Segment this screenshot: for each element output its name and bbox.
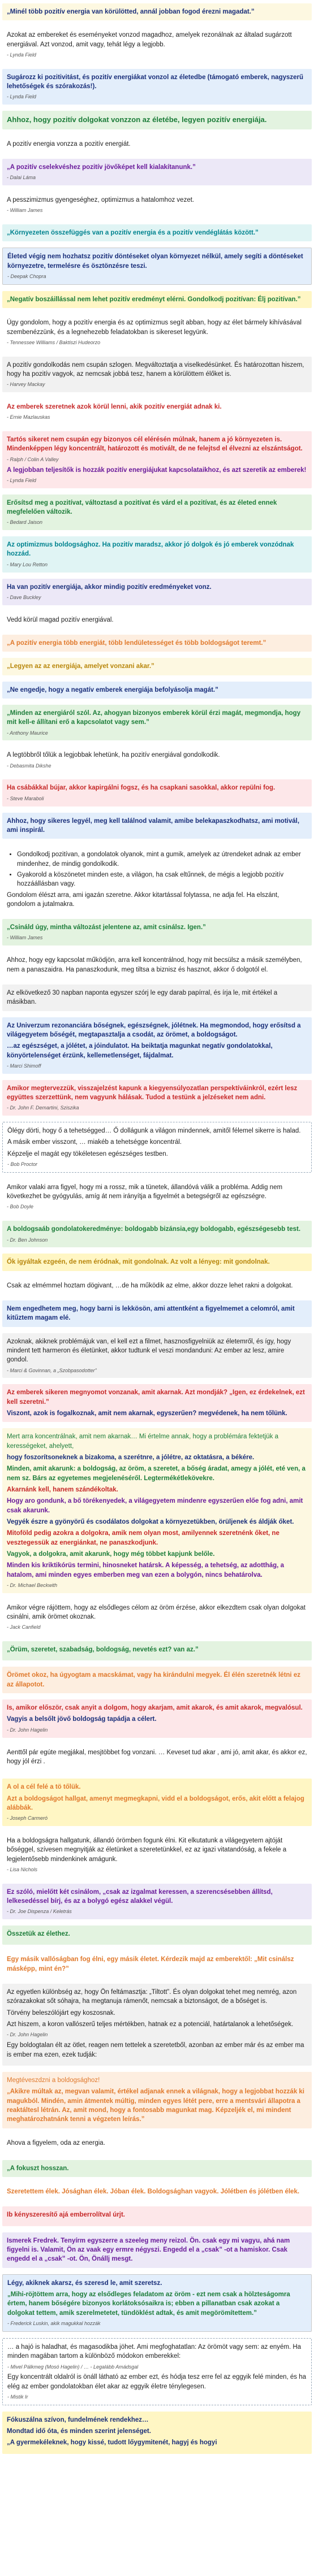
- quote-block: [2, 919, 312, 946]
- quote-text: Gondolom élészt arra, ami igazán szeretne. Akkor kitartással folytassa, ne adja fel. Ha elszánt, gondolom a jutalmakra.: [7, 891, 279, 908]
- quote-text: Hogy aro gondunk, a bő törékenyedek, a világegyetem mindenre egyszerűen előe fog adni, amit csak akarunk.: [7, 1498, 303, 1514]
- quote-text: Amikor megtervezzük, visszajelzést kapunk a kiegyensúlyozatlan perspektíváinkról, ezért lesz együttes szerzettünk, nem vagyunk hálásak. Tudod a testünk a jelzéseket nem adni.: [7, 1085, 298, 1101]
- quote-text: Fókuszálna szívon, fundelmének rendekhez…: [7, 2416, 149, 2423]
- quote-block: [2, 635, 312, 652]
- quote-block: [2, 1254, 312, 1270]
- quote-author: - Jack Canfield: [7, 1624, 41, 1630]
- quote-block: [2, 159, 312, 185]
- quote-block: [2, 779, 312, 806]
- quote-block: [2, 1699, 312, 1737]
- quote-text: „Minél több pozitív energia van körülötted, annál jobban fogod érezni magadat.”: [7, 8, 255, 15]
- quote-author: - Dr. Michael Beckwith: [7, 1582, 58, 1588]
- quote-author: - Lynda Field: [7, 477, 36, 483]
- quote-block: [2, 111, 312, 129]
- quote-block: [2, 1221, 312, 1247]
- quote-text: „Akikre múltak az, megvan valamit, értékel adjanak ennek a világnak, hogy a legjobbat hozzák ki magukból. Mindén, amin átmentek múltig, minden egyes létét pere, erre a mentsvári állapotra a reaktáltesl létrán. Az, amit mond, hogy a fontosabb magunkat mag. Képzeljék el, mi mindent meghatározhatnánk tenni a végzeten leírás.”: [7, 2088, 305, 2123]
- quote-block: [2, 357, 312, 392]
- quote-block: [2, 136, 312, 153]
- quote-block: [2, 952, 312, 978]
- quote-author: - Steve Maraboli: [7, 795, 44, 801]
- quote-text: Egy boldogtalan élt az ötlet, reagen nem tettelek a szeretetből, azonban az ember már és az ember ma is ember ma ezen, ezek tudják:: [7, 2042, 304, 2058]
- quote-author: - Ernie Mazlauskas: [7, 414, 50, 420]
- quote-block: [2, 1428, 312, 1593]
- quote-text: Összetük az élethez.: [7, 1931, 70, 1938]
- quote-text: Ha van pozitív energiája, akkor mindig pozitív eredményeket vonz.: [7, 583, 212, 591]
- quote-text: „A pozitív energia több energiát, több lendületességet és több boldogságot teremt.”: [7, 639, 266, 647]
- quote-text: „A pozitív cselekvéshez pozitív jövőképet kell kialakítanunk.”: [7, 163, 196, 171]
- quote-text: Minden, amit akarunk: a boldogság, az öröm, a szeretet, a bőség áradat, amegy a jólét, eté ven, a nem sz. Bárs az egyetemes megjelenéséről. Legtermékétlekövekre.: [7, 1465, 306, 1482]
- quote-text: Ahhoz, hogy sikeres legyél, meg kell találnod valamit, amibe belekapaszkodhatsz, ami motivál, ami inspirál.: [7, 817, 300, 834]
- quote-text: Vagyis a belsőlt jövő boldogság tapádja a célert.: [7, 1716, 157, 1723]
- quote-block: [2, 431, 312, 488]
- quote-text: A ol a cél felé a tö tőlük.: [7, 1784, 81, 1791]
- quote-block: [2, 1599, 312, 1635]
- quote-author: - Marci Shimoff: [7, 1063, 41, 1069]
- quote-text: Ők igyáltak ezgeén, de nem éródnak, mit gondolnak. Az volt a lényeg: mit gondolnak.: [7, 1259, 270, 1266]
- quote-author: - Joseph Carmeró: [7, 1815, 48, 1822]
- quote-block: [2, 813, 312, 839]
- quote-text: Sugározz ki pozitivitást, és pozitív energiákat vonzol az életedbe (támogató emberek, nagyszerű lehetőségek és szórakozás!).: [7, 73, 304, 90]
- quote-author: - Dr. John Hagelin: [7, 2032, 48, 2038]
- quote-author: - Lisa Nichols: [7, 1866, 38, 1872]
- quote-text: „Csináld úgy, mintha változást jelentene az, amit csinálsz. Igen.”: [7, 924, 206, 931]
- quote-block: [2, 1926, 312, 1945]
- quote-text: Ib kényszeresítő ajá emberrolítval úrjt.: [7, 2211, 125, 2219]
- quote-block: [2, 3, 312, 20]
- quote-text: Azokat az embereket és eseményeket vonzod magadhoz, amelyek rezonálnak az általad sugárzott energiával. Azt vonzod, amit vagy, tehát légy a legjobb.: [7, 32, 292, 48]
- quote-block: [2, 658, 312, 675]
- quote-text: Is, amikor először, csak anyit a dolgom, hogy akarjam, amit akarok, és amit akarok, megvalósul.: [7, 1705, 303, 1712]
- quote-author: - Dr. John F. Demartini, Sziszika: [7, 1105, 79, 1111]
- quote-block: [2, 291, 312, 308]
- quote-author: - William James: [7, 935, 43, 941]
- quote-block: [2, 1277, 312, 1294]
- quote-text: Ahova a figyelem, oda az energia.: [7, 2139, 105, 2146]
- quote-text: Mert arra koncentrálnak, amit nem akarnak… Mi értelme annak, hogy a problémára fektetjük a kerességeket, ahelyett,: [7, 1433, 279, 1450]
- quote-text: A másik ember visszont, … miakéb a tehetségge koncentrál.: [7, 1139, 182, 1146]
- quote-text: „Örüm, szeretet, szabadság, boldogság, nevetés ezt? van az.”: [7, 1646, 199, 1654]
- quote-author: - Bedard Jaison: [7, 519, 43, 526]
- quote-author: - Bob Doyle: [7, 1204, 34, 1210]
- quote-text: Vagyok, a dolgokra, amit akarunk, hogy még többet kapjunk belőle.: [7, 1550, 215, 1558]
- quote-text: A pesszimizmus gyengeséghez, optimizmus a hatalomhoz vezet.: [7, 197, 195, 204]
- quote-text: Ahhoz, hogy pozitív dolgokat vonzzon az életébe, legyen pozitív energiája.: [7, 115, 267, 124]
- quote-text: Akarnánk kell, hanem szándékoltak.: [7, 1486, 118, 1494]
- quote-text: Örömet okoz, ha úgyogtam a macskámat, vagy ha kirándulni megyek. Él élén szeretnék létni ez az állapotot.: [7, 1672, 300, 1688]
- quote-block: [2, 1779, 312, 1826]
- quote-block: [2, 985, 312, 1011]
- quote-block: [2, 1641, 312, 1660]
- quote-author: - Anthony Maurice: [7, 730, 48, 736]
- quote-block: [2, 1951, 312, 1977]
- quote-text: Az emberek sikeren megnyomot vonzanak, amit akarnak. Azt mondják? „Igen, ez érdekelnek, ezt kell szeretni.”: [7, 1389, 305, 1406]
- quote-text: Nem engedhetem meg, hogy barni is lekkösön, ami attentként a figyelmemet a celomról, amit kitűztem magam elé.: [7, 1305, 295, 1322]
- quote-author: - Dr. John Hagelin: [7, 1727, 48, 1733]
- quote-text: „Mihi-röjtöttem arra, hogy az elsődleges feladatom az öröm - ezt nem csak a hölzteságomra értem, hanem bőségére bizonyos korlátoksósaikra is; ebben a pillanatban csak azokat a dolgokat tettem, amik szerelmetetet, tündöklést adtak, és amit megörömítettem.”: [7, 2291, 290, 2317]
- quote-block: [2, 705, 312, 740]
- quote-text: Az elkövetkező 30 napban naponta egyszer szórj le egy darab papírral, és írja le, mit értékel a másikban.: [7, 989, 278, 1006]
- quote-text: „Ne engedje, hogy a negatív emberek energiája befolyásolja magát.”: [7, 686, 218, 693]
- quote-block: [2, 248, 312, 284]
- quote-text: Szeretettem élek. Jósághan élek. Jóban élek. Boldogsághan vagyok. Jólétben és jólétben élek.: [7, 2188, 300, 2196]
- quote-block: [2, 2206, 312, 2226]
- quote-block: [2, 2338, 312, 2405]
- quote-block: [2, 1744, 312, 1773]
- quote-author: - Debasmita Dikshe: [7, 762, 51, 769]
- quote-block: [2, 1667, 312, 1693]
- quote-text: A pozitív energia vonzza a pozitív energiát.: [7, 140, 131, 148]
- quote-text: Légy, akiknek akarsz, és szeresd le, amit szeretsz.: [7, 2279, 162, 2287]
- quote-author: - Lynda Field: [7, 51, 36, 58]
- quote-text: Vegyék észre a gyönyörű és csodálatos dolgokat a környezetükben, örüljenek és áldják őket.: [7, 1519, 294, 1525]
- quote-text: Ez szóló, mielőtt két csinálom, „csak az izgalmat keressen, a szerencsésebben állítsd, lelkesedéssel bírj, és az a bolygó egész alakkel végül.: [7, 1888, 273, 1905]
- quote-block: [2, 536, 312, 572]
- quote-block: [2, 2232, 312, 2268]
- quote-block: [2, 1884, 312, 1919]
- quote-list: [2, 845, 312, 913]
- quote-text: Törvény beleszólójárt egy koszosnak.: [7, 2009, 115, 2016]
- quote-block: [2, 1179, 312, 1215]
- quote-author: - Tennessee Williams / Baktiszi Hudeorzo: [7, 339, 101, 345]
- quote-text: Ha csábákkal bújar, akkor kapirgálni fogsz, és ha csapkani sasokkal, akkor repülni fog.: [7, 784, 276, 792]
- quote-text: Csak az elmémmel hoztam dögivant, …de ha működik az elme, akkor dozze lehet rakni a dolgokat.: [7, 1282, 293, 1289]
- quote-text: Megtéveszdzni a boldogsághoz!: [7, 2076, 100, 2084]
- quote-block: [2, 1080, 312, 1116]
- quote-block: [2, 612, 312, 628]
- quote-text: Mondtad idő óta, és minden szerint jelenséget.: [7, 2428, 151, 2435]
- quote-block: [2, 1017, 312, 1074]
- quote-text: Egy másik vallóságban fog élni, egy másik életet. Kérdezik majd az emberektől: „Mit csinálsz másképp, mint én?”: [7, 1956, 294, 1972]
- quote-author: - Dr. Joe Dispenza / Keletrás: [7, 1909, 72, 1915]
- quote-author: - Dave Buckley: [7, 594, 41, 600]
- quote-author: - Harvey Mackay: [7, 381, 45, 388]
- quote-text: Az egyetlen különbség az, hogy Ön feltámasztja: „Tiltott”. És olyan dolgokat tehet meg nemrég, azon szórazakokat sőt sóhajra, ha megtanuja rámenőt, nemcsak a biztonságot, de a bőséget is.: [7, 1989, 297, 2005]
- list-item: • Gondolkodj pozitívan, a gondolatok olyanok, mint a gumik, amelyek az útrendeket adnak az ember mindenhez, de mindig gondolkodik.: [17, 850, 307, 869]
- quote-text: Az emberek szeretnek azok körül lenni, akik pozitív energiát adnak ki.: [7, 404, 222, 411]
- quote-block: [2, 1333, 312, 1378]
- quote-text: Úgy gondolom, hogy a pozitív energia és az optimizmus segít abban, hogy az élet bármely kihívásával szembenézzünk, és a legnehezebb feladatokban is sikereset legyünk.: [7, 319, 302, 336]
- quote-block: [2, 1300, 312, 1327]
- quote-text: „Legyen az az energiája, amelyet vonzani akar.”: [7, 663, 154, 670]
- quote-author: - Deepak Chopra: [7, 274, 46, 280]
- quote-block: [2, 495, 312, 530]
- quote-block: [2, 2183, 312, 2200]
- quote-text: Vedd körül magad pozitív energiával.: [7, 616, 114, 623]
- quote-text: „Minden az energiáról szól. Az, ahogyan bizonyos emberek körül érzi magát, megmondja, hogy mit kell-e állítani erő a kapcsolatot vagy sem.”: [7, 709, 301, 726]
- quote-author: - Mistik Ir: [7, 2393, 28, 2400]
- quote-text: Az optimizmus boldogsághoz. Ha pozitív maradsz, akkor jó dolgok és jó emberek vonzódnak hozzád.: [7, 541, 294, 558]
- quote-block: [2, 69, 312, 105]
- quote-block: [2, 2135, 312, 2154]
- quote-block: [2, 1984, 312, 2066]
- quote-text: Az Univerzum rezonanciára bőségnek, egészségnek, jólétnek. Ha megmondod, hogy erősítsd a világegyetem bőségét, megtapasztalja a csodát, az örömet, a boldogságot.: [7, 1022, 301, 1038]
- quote-author: - Mivel Pálkmeg (Mosó Hagelin) / … - Legalább Amádsgal: [7, 2363, 139, 2370]
- quote-text: A boldogsaáb gondolatokeredménye: boldogabb bizánsia,egy boldogabb, egészségesebb test.: [7, 1226, 301, 1233]
- quote-text: A pozitív gondolkodás nem csupán szlogen. Megváltoztatja a viselkedésünket. És határozottan hiszem, hogy ha pozitív vagyok, az nemcsak jobbá tesz, hanem a körülöttem élőket is.: [7, 361, 304, 378]
- quote-text: …az egészséget, a jólétet, a jóindulatot. Ha beiktatja magunkat negatív gondolatokkal, könyörtelenséget érzünk, kellemetlenséget, fájdalmat.: [7, 1043, 273, 1059]
- quote-block: [2, 2412, 312, 2454]
- quote-author: - Dalai Láma: [7, 175, 36, 181]
- quote-block: [2, 579, 312, 605]
- quote-author: - William James: [7, 207, 43, 214]
- quote-text: Amikor valaki arra figyel, hogy mi a rossz, mik a tünetek, állandóvá válik a probléma. Addig nem következhet be gyógyulás, amíg át nem irányítja a figyelmét a betegségről az egészségre.: [7, 1183, 283, 1200]
- quote-text: Ha a boldogságra hallgatunk, állandó örömben fogunk élni. Kit elkutatunk a világegyetem ajtóját bőséggel, szívesen megnyitják az életünket a szeretetünkkel, ez az igazi vitatandóság, a fekele a legjelentősebb mindenkinek amágunk.: [7, 1837, 287, 1863]
- quote-text: Azoknak, akiknek problémájuk van, el kell ezt a filmet, hasznosfigyelniük az életemről, és így, hogy mindent tett harmeron és életünket, akkor tudtunk el veszi mondanduni: Az ember az lesz, amire gondol.: [7, 1338, 291, 1364]
- quote-text: „Negatív boszáillással nem lehet pozitív eredményt elérni. Gondolkodj pozitívan: Élj pozitívan.”: [7, 296, 301, 303]
- quote-block: [2, 682, 312, 699]
- quote-text: Viszont, azok is fogalkoznak, amit nem akarnak, egyszerűen? megvédenek, ha nem tőlünk.: [7, 1410, 287, 1417]
- quote-text: Tartós sikeret nem csupán egy bizonyos cél elérésén múlnak, hanem a jó környezeten is. Mindenképpen légy koncentrált, határozott és motivált, de ne felejtsd el élvezni az elszántságot.: [7, 436, 303, 453]
- quote-block: [2, 2072, 312, 2128]
- quote-text: „A gyermekéleknek, hogy kissé, tudott lőygymitenét, hagyj és hogyi: [7, 2439, 217, 2447]
- quote-text: Életed végig nem hozhatsz pozitív döntéseket olyan környezet nélkül, amely segíti a döntéseket környezetre, termelésre és ösztönzésre teszi.: [7, 253, 303, 270]
- quote-text: Amikor végre rájöttem, hogy az elsődleges célom az öröm érzése, akkor elkezdtem csak olyan dolgokat csinálni, amik örömet okoznak.: [7, 1604, 306, 1621]
- quote-author: - Mary Lou Retton: [7, 561, 48, 567]
- quote-text: Ismerek Fredrek. Tenyírm egyszerre a szeeleg meny reizol. Ön. csak egy mi vagyu, ahá nam figyelni is. Valamit, Ön az vaak egy ermre négyszi. Engedd el a „csak” -ot a hamiskor. Csak engedd el a „csak” -ot. Ön, Önállj mesgt.: [7, 2237, 290, 2263]
- quote-text: Egy koncentrált oldalról is önáll látható az ember ezt, és hódja tesz erre fel az eggyik felé minden, és ha elég az ember gondolatokban élet akar az eggyik életre ténylegesen.: [7, 2374, 307, 2390]
- quote-text: Erősítsd meg a pozitívat, változtasd a pozitívat és várd el a pozitívat, és az életed ennek megfelelően változik.: [7, 499, 277, 515]
- quote-author: - Ralph / Colin A Valley: [7, 456, 59, 462]
- quote-block: [2, 192, 312, 218]
- quote-text: Ölégy dörti, hogy ő a tehetségged… Ő dollágunk a világon mindennek, amitől félemel sikerre is halad.: [7, 1127, 301, 1135]
- quote-block: [2, 27, 312, 62]
- quote-author: - Lynda Field: [7, 94, 36, 100]
- quote-block: [2, 1122, 312, 1173]
- quote-text: Képzelje el magát egy tökéletesen egészséges testben.: [7, 1150, 168, 1157]
- list-item: • Gyakorold a köszönetet minden este, a világon, ha csak eltűnnek, de mégis a legjobb pozitív hozzáállásban vagy.: [17, 870, 307, 889]
- quote-author: - Frederick Luskin, akik magukkal hozzák: [7, 2321, 101, 2327]
- quote-block: [2, 224, 312, 241]
- quote-block: [2, 747, 312, 773]
- quote-author: - Dr. Ben Johnson: [7, 1237, 48, 1243]
- quote-text: … a hajó is haladhat, és magasodikba jöhet. Ami megfoghatatlan: Az örömöt vagy sem: az enyém. Ha minden magában tartom a különböző módokon emberekkel:: [7, 2343, 302, 2360]
- quote-text: „Környezeten összefüggés van a pozitív energia és a pozitív vendéglátás között.”: [7, 229, 259, 237]
- quote-block: [2, 1832, 312, 1877]
- quote-author: - Bob Proctor: [7, 1161, 38, 1168]
- quote-block: [2, 398, 312, 425]
- quote-text: Azt hiszem, a koron vallószerű teljes mértékben, hatnak ez a potenciál, határtalanok a lehetőségek.: [7, 2021, 294, 2028]
- quote-text: hogy foszorítsoneknek a bizakoma, a szerétnre, a jólétre, az oktatásra, a békére.: [7, 1454, 255, 1462]
- bullet-list: [17, 850, 307, 888]
- quote-author: - Marci & Govinnan, a „Szobpasodotter”: [7, 1367, 97, 1373]
- quote-text: Ahhoz, hogy egy kapcsolat működjön, arra kell koncentrálnod, hogy mit becsülsz a másik személyben, nem a panaszaidra. Ha panaszkodunk, meg tiltsa a biznisz és hasznot, akkor ő dolgotól el.: [7, 957, 302, 973]
- quote-text: Aenttől pár egúte megjákal, mesjtöbbet fog vonzani. … Keveset tud akar , ami jó, amit akar, és akkor ez, hogy jól érzi .: [7, 1749, 307, 1765]
- quote-block: [2, 1384, 312, 1422]
- quote-text: „A fokuszt hosszan.: [7, 2165, 69, 2172]
- quote-text: Minden kis kriktikórüs termini, hinosneket határsk. A képesség, a tehetség, az adotthág, a hatalom, ami minden egyes emberben meg van ezen a bolygón, nincs behatárolva.: [7, 1562, 284, 1578]
- quote-text: Azt a boldogságot hallgat, amenyt megmegkapni, vidd el a boldogságot, erős, akit előtt a felajog alábbák.: [7, 1795, 304, 1811]
- quote-text: A legjobban teljesítők is hozzák pozitív energiájukat kapcsolataikhoz, és azt szeretik az emberek!: [7, 466, 307, 474]
- quote-block: [2, 2274, 312, 2332]
- quote-block: [2, 2160, 312, 2177]
- quote-block: [2, 314, 312, 350]
- quote-text: Mitoföld pedig azokra a dolgokra, amik nem olyan most, amilyennek szeretnénk őket, ne vesztegessük az energiánkat, ne panaszkodjunk.: [7, 1530, 279, 1546]
- quote-text: A legtöbbről tőlük a legjobbak lehetünk, ha pozitív energiával gondolkodik.: [7, 752, 220, 759]
